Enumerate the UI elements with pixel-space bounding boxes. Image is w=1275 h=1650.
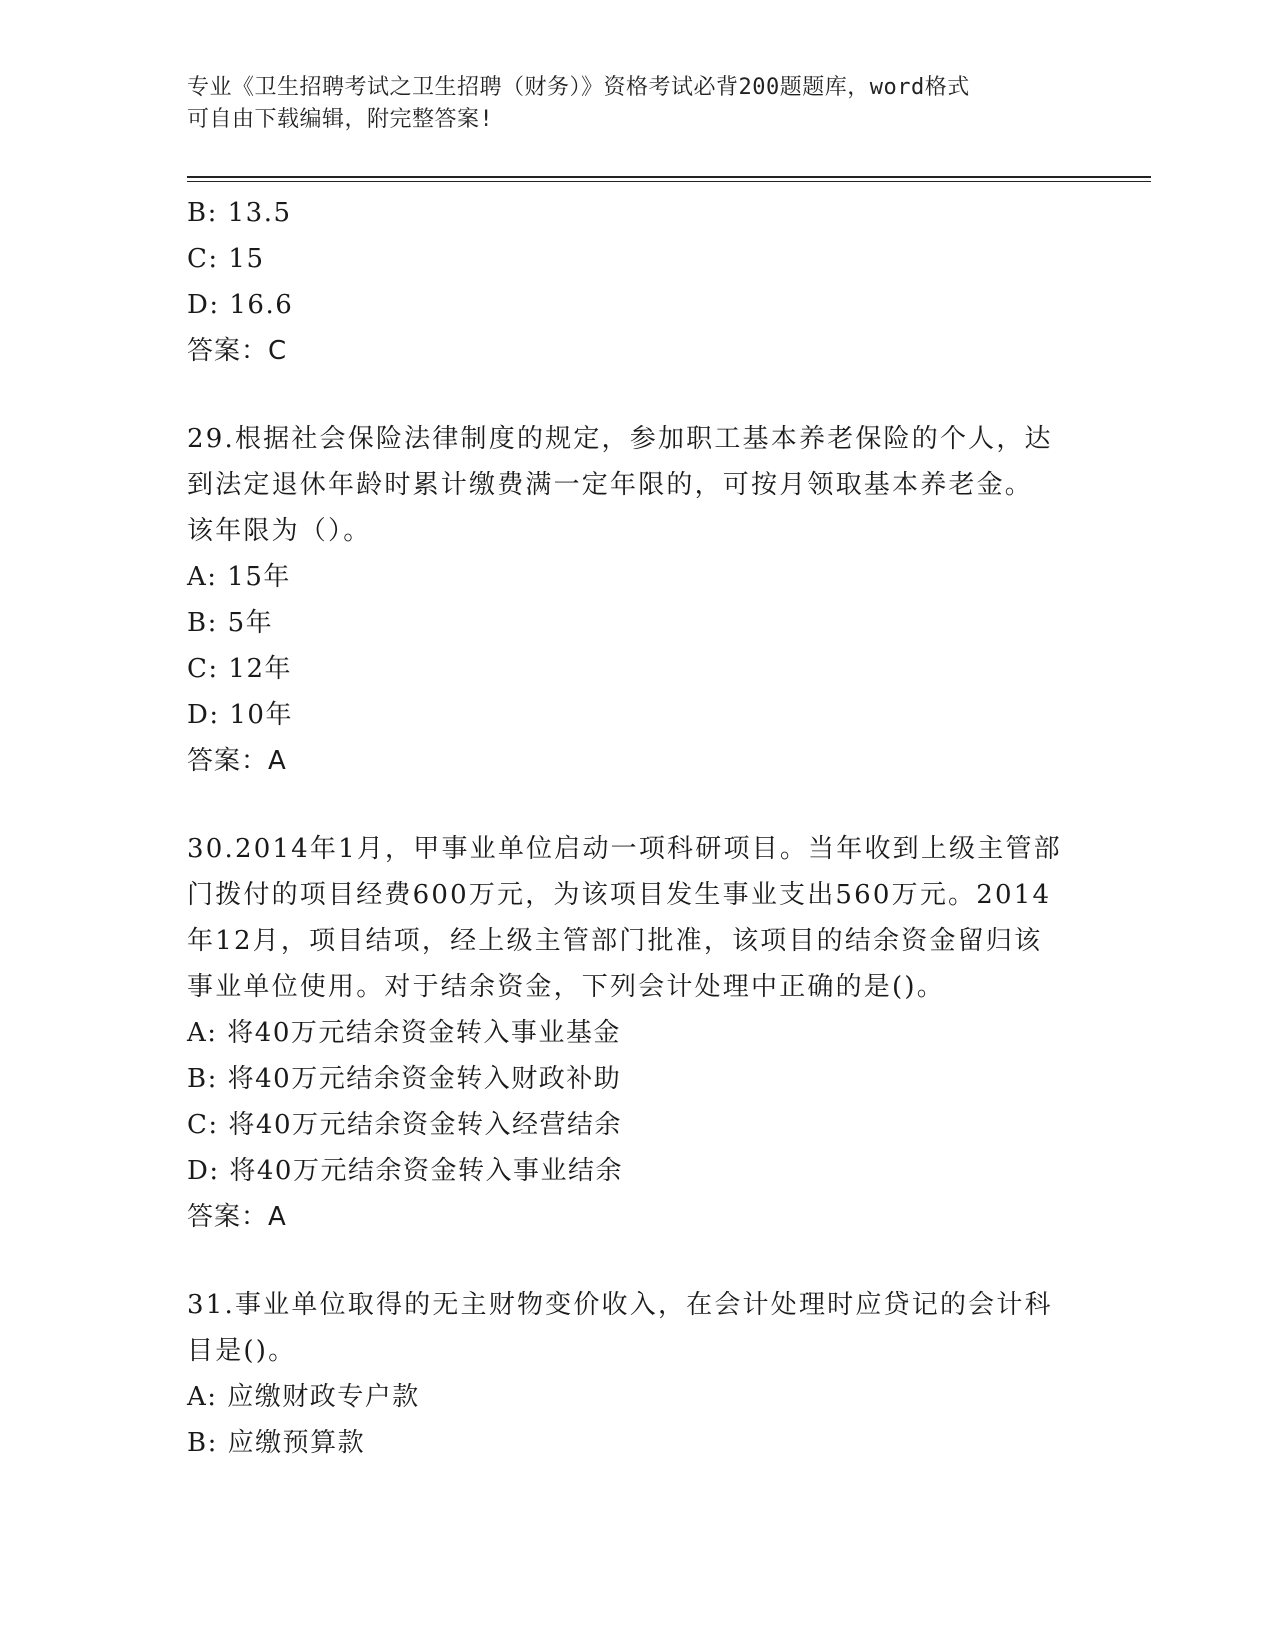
question-text-line: 30.2014年1月，甲事业单位启动一项科研项目。当年收到上级主管部: [187, 834, 1062, 864]
question-text-line: 到法定退休年龄时累计缴费满一定年限的，可按月领取基本养老金。: [187, 470, 1034, 500]
option-a: A: 应缴财政专户款: [187, 1382, 420, 1412]
question-text-line: 事业单位使用。对于结余资金，下列会计处理中正确的是()。: [187, 972, 945, 1002]
question-text-line: 门拨付的项目经费600万元，为该项目发生事业支出560万元。2014: [187, 880, 1052, 910]
answer-line: 答案：A: [187, 746, 287, 776]
document-header: [187, 72, 1087, 136]
option-b: B: 将40万元结余资金转入财政补助: [187, 1064, 622, 1094]
question-29: [187, 416, 1087, 784]
header-rule-thin: [187, 181, 1151, 182]
option-d: D: 16.6: [187, 290, 294, 320]
option-d: D: 10年: [187, 700, 293, 730]
option-b: B: 13.5: [187, 198, 292, 228]
header-title-line-1: 专业《卫生招聘考试之卫生招聘（财务）》资格考试必背200题题库，word格式: [187, 75, 970, 100]
option-b: B: 应缴预算款: [187, 1428, 366, 1458]
option-c: C: 12年: [187, 654, 293, 684]
question-text-line: 31.事业单位取得的无主财物变价收入，在会计处理时应贷记的会计科: [187, 1290, 1053, 1320]
header-rule-thick: [187, 176, 1151, 178]
question-30: [187, 826, 1087, 1240]
option-a: A: 将40万元结余资金转入事业基金: [187, 1018, 621, 1048]
question-list: [187, 190, 1087, 1466]
answer-line: 答案：C: [187, 336, 288, 366]
option-b: B: 5年: [187, 608, 274, 638]
question-text-line: 目是()。: [187, 1336, 297, 1366]
header-title-line-2: 可自由下载编辑，附完整答案!: [187, 107, 494, 132]
option-c: C: 15: [187, 244, 265, 274]
question-28-continued: [187, 190, 1087, 374]
question-text-line: 年12月，项目结项，经上级主管部门批准，该项目的结余资金留归该: [187, 926, 1043, 956]
question-31: [187, 1282, 1087, 1466]
option-c: C: 将40万元结余资金转入经营结余: [187, 1110, 623, 1140]
question-text-line: 29.根据社会保险法律制度的规定，参加职工基本养老保险的个人，达: [187, 424, 1053, 454]
answer-line: 答案：A: [187, 1202, 287, 1232]
option-d: D: 将40万元结余资金转入事业结余: [187, 1156, 623, 1186]
option-a: A: 15年: [187, 562, 291, 592]
question-text-line: 该年限为（）。: [187, 516, 372, 546]
